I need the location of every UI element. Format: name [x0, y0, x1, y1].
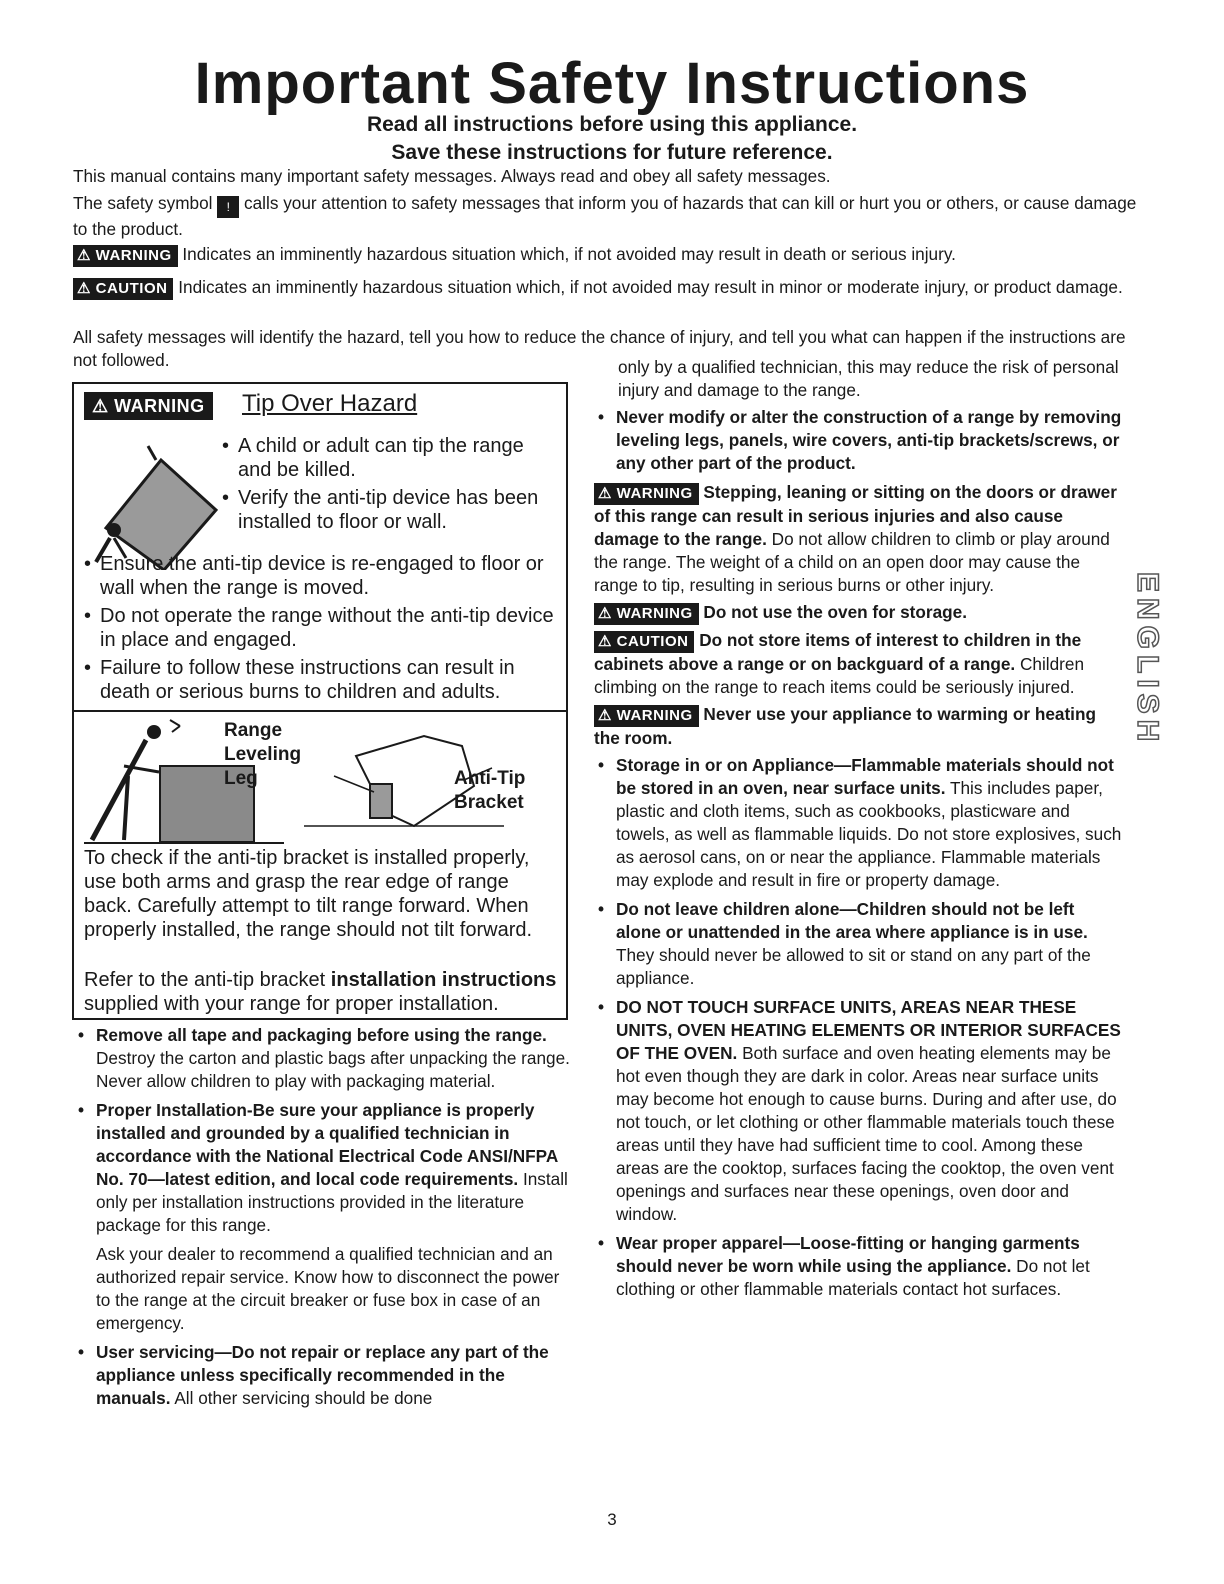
subtitle-save: Save these instructions for future reference.	[391, 141, 833, 164]
anti-tip-bracket-illustration	[84, 716, 554, 846]
intro-warning-definition	[73, 243, 1153, 267]
intro-paragraph-2	[73, 192, 1153, 241]
caution-badge: ⚠ CAUTION	[594, 631, 694, 653]
box-divider	[74, 710, 566, 712]
figure-label-range: Range	[224, 720, 283, 741]
figure-label-anti-tip: Anti-Tip	[454, 768, 526, 789]
list-item: • Wear proper apparel—Loose-fitting or hanging garments should never be worn while using the appliance. Do not let clothing or other flammable materials contact hot surfaces.	[594, 1232, 1124, 1301]
intro-caution-definition	[73, 276, 1153, 300]
tip-over-hazard-box	[72, 382, 568, 1020]
intro-paragraph-1: This manual contains many important safety messages. Always read and obey all safety messages.	[73, 166, 831, 186]
subtitle-read: Read all instructions before using this appliance.	[366, 113, 858, 136]
warning-badge: ⚠ WARNING	[73, 245, 178, 267]
intro-text: calls your attention to safety messages that inform you of hazards that can kill or hurt you or others, or cause damage to the product.	[73, 193, 1137, 239]
list-item-extra: Ask your dealer to recommend a qualified technician and an authorized repair service. Know how to disconnect the power to the range at the circuit breaker or fuse box in case of an emergency.	[96, 1244, 560, 1333]
warning-badge: ⚠ WARNING	[594, 603, 699, 625]
tip-over-top-bullets	[222, 434, 562, 538]
tip-over-warning-header	[84, 392, 213, 420]
warning-storage: ⚠ WARNING Do not use the oven for storage.	[594, 601, 1124, 625]
figure-label-leveling: Leveling	[224, 744, 302, 765]
warning-badge: ⚠ WARNING	[594, 483, 699, 505]
caution-badge: ⚠ CAUTION	[73, 278, 173, 300]
list-item: • Remove all tape and packaging before using the range. Destroy the carton and plastic bags after unpacking the range. Never allow children to play with packaging material.	[74, 1024, 574, 1093]
warning-badge: ⚠ WARNING	[594, 705, 699, 727]
anti-tip-check-instructions: To check if the anti-tip bracket is installed properly, use both arms and grasp the rear edge of range back. Carefully attempt to tilt range forward. When properly installed, the range should not tilt forward.	[84, 847, 533, 941]
left-safety-list	[74, 1024, 574, 1416]
list-item: • Do not operate the range without the anti-tip device in place and engaged.	[84, 604, 560, 652]
language-side-tab: ENGLISH	[1131, 572, 1164, 748]
list-item: • Never modify or alter the construction of a range by removing leveling legs, panels, wire covers, anti-tip brackets/screws, or any other part of the product.	[594, 406, 1124, 475]
intro-text: The safety symbol	[73, 193, 213, 213]
list-item: • Storage in or on Appliance—Flammable materials should not be stored in an oven, near surface units. This includes paper, plastic and cloth items, such as cookbooks, plasticware and towels, as well as flammable liquids. Do not store explosives, such as aerosol cans, on or near the appliance. Flammable materials may explode and result in fire or property damage.	[594, 754, 1124, 892]
page-number: 3	[607, 1510, 617, 1529]
list-item: • Verify the anti-tip device has been installed to floor or wall.	[222, 486, 562, 534]
figure-label-leg: Leg	[224, 768, 258, 789]
warning-definition-text: Indicates an imminently hazardous situation which, if not avoided may result in death or serious injury.	[182, 244, 956, 264]
right-bullets-top	[594, 406, 1124, 475]
caution-cabinets: ⚠ CAUTION Do not store items of interest to children in the cabinets above a range or on backguard of a range. Children climbing on the range to reach items could be seriously injured.	[594, 630, 1085, 697]
page-title: Important Safety Instructions	[194, 51, 1030, 116]
list-item: • Proper Installation-Be sure your appliance is properly installed and grounded by a qualified technician in accordance with the National Electrical Code ANSI/NFPA No. 70—latest edition, and local code requirements. Install only per installation instructions provided in the literature package for this range. Ask your dealer to recommend a qualified technician and an authorized repair service. Know how to disconnect the power to the range at the circuit breaker or fuse box in case of an emergency.	[74, 1099, 574, 1335]
list-item: • User servicing—Do not repair or replace any part of the appliance unless specifically recommended in the manuals. All other servicing should be done	[74, 1341, 574, 1410]
list-item: • Ensure the anti-tip device is re-engaged to floor or wall when the range is moved.	[84, 552, 560, 600]
warning-heating: ⚠ WARNING Never use your appliance to warming or heating the room.	[594, 704, 1096, 748]
right-bullets-bottom	[594, 754, 1124, 1301]
tipping-range-illustration	[86, 430, 226, 570]
safety-alert-icon: !	[217, 196, 239, 218]
tip-over-title: Tip Over Hazard	[242, 390, 418, 417]
warning-stepping: ⚠ WARNING Stepping, leaning or sitting on the doors or drawer of this range can result in serious injuries and also cause damage to the range. Do not allow children to climb or play around the range. The weight of a child on an open door may cause the range to tip, resulting in serious burns or other injury.	[594, 482, 1117, 595]
list-item: • Do not leave children alone—Children should not be left alone or unattended in the area where appliance is in use. They should never be allowed to sit or stand on any part of the appliance.	[594, 898, 1124, 990]
warning-badge: ⚠ WARNING	[84, 392, 213, 420]
continued-text: only by a qualified technician, this may reduce the risk of personal injury and damage to the range.	[618, 357, 1119, 400]
caution-definition-text: Indicates an imminently hazardous situation which, if not avoided may result in minor or moderate injury, or product damage.	[178, 277, 1123, 297]
list-item: • Failure to follow these instructions can result in death or serious burns to children and adults.	[84, 656, 560, 704]
list-item: • A child or adult can tip the range and be killed.	[222, 434, 562, 482]
figure-label-bracket: Bracket	[454, 792, 524, 813]
list-item: • DO NOT TOUCH SURFACE UNITS, AREAS NEAR THESE UNITS, OVEN HEATING ELEMENTS OR INTERIOR SURFACES OF THE OVEN. Both surface and oven heating elements may be hot even though they are dark in color. Areas near surface units may become hot enough to cause burns. During and after use, do not touch, or let clothing or other flammable materials touch these areas until they have had sufficient time to cool. Among these areas are the cooktop, surfaces facing the cooktop, the oven vent openings and surfaces near these openings, oven door and window.	[594, 996, 1124, 1226]
anti-tip-refer-instructions: Refer to the anti-tip bracket installation instructions supplied with your range for proper installation.	[84, 969, 557, 1015]
intro-paragraph-3: All safety messages will identify the hazard, tell you how to reduce the chance of injury, and tell you what can happen if the instructions are not followed.	[73, 327, 1126, 370]
right-column	[594, 356, 1124, 1307]
tip-over-mid-bullets	[84, 552, 560, 708]
